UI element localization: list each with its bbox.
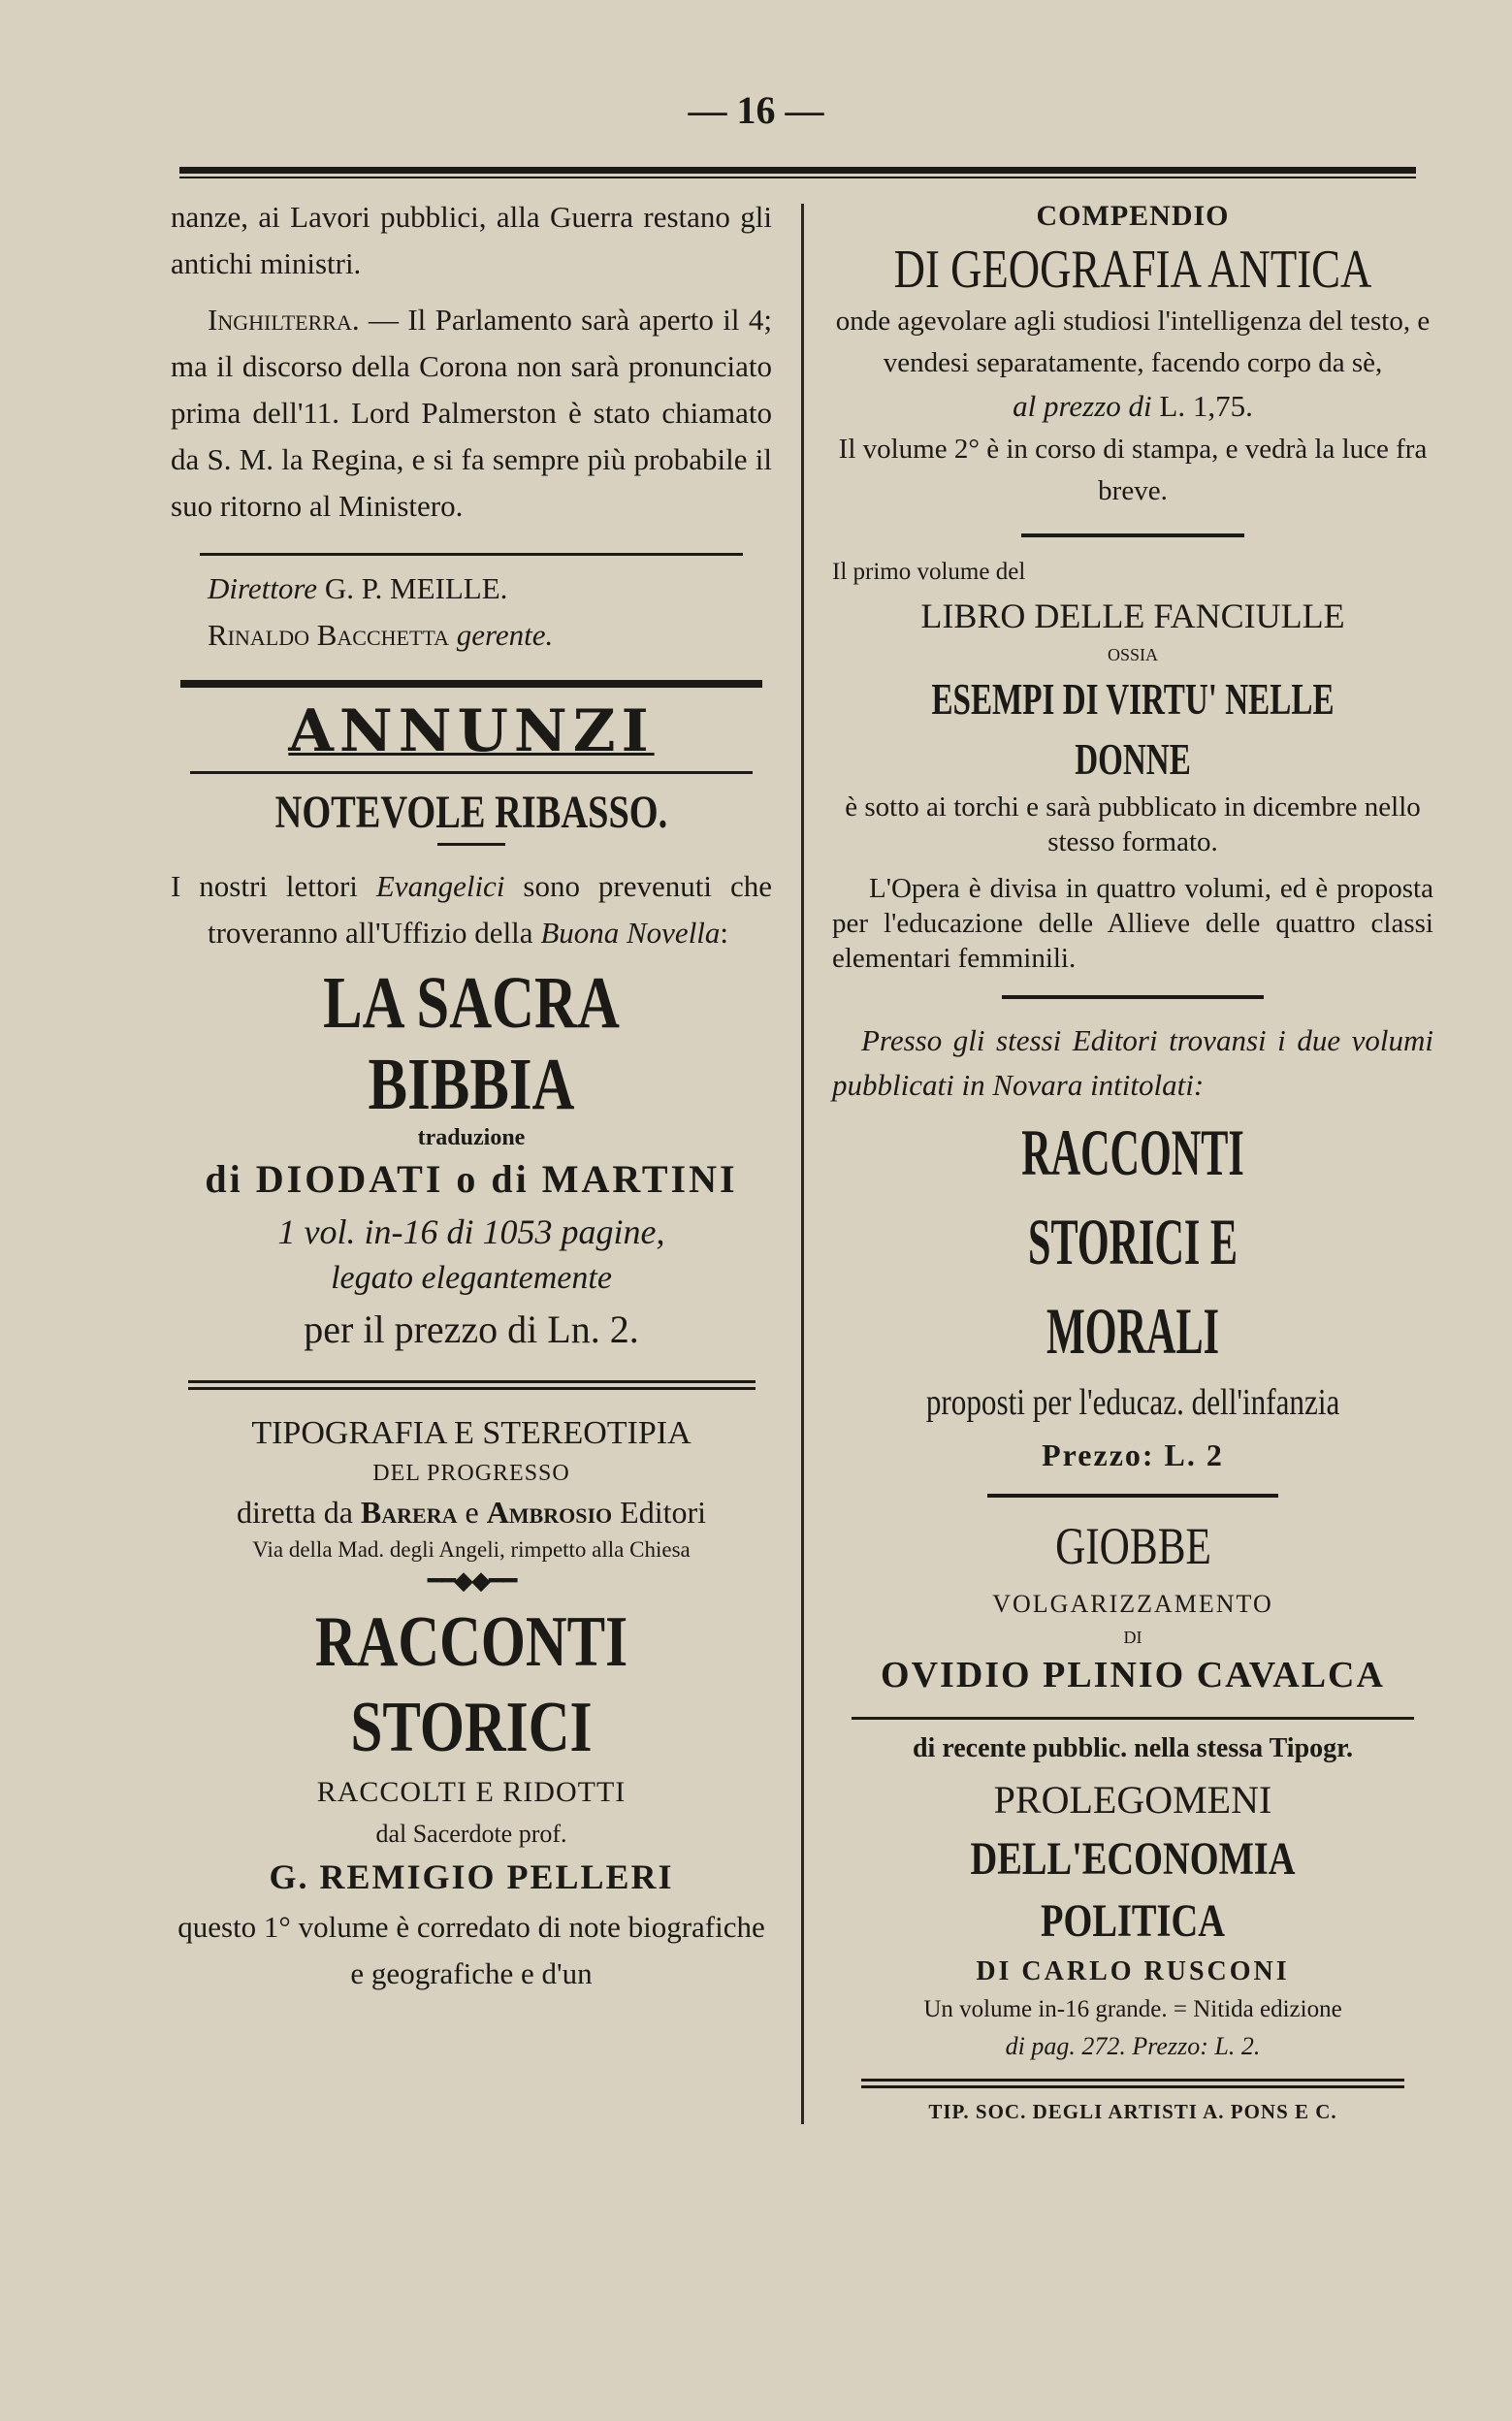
prolegomeni-title: PROLEGOMENI [993, 1778, 1272, 1822]
short-rule [987, 1494, 1278, 1498]
short-rule [1002, 995, 1264, 999]
director-name: G. P. MEILLE. [317, 571, 508, 605]
libro-title: LIBRO DELLE FANCIULLE [920, 597, 1345, 635]
volume2-paragraph: Il volume 2° è in corso di stampa, e vedrà la luce fra breve. [838, 434, 1428, 506]
raccolti-line: RACCOLTI E RIDOTTI [316, 1776, 627, 1808]
ornament-divider: ━━◆◆━━ [427, 1566, 516, 1595]
annunzi-heading: ANNUNZI [288, 697, 655, 765]
left-column [171, 194, 772, 1997]
giobbe-title: GIOBBE [1054, 1517, 1211, 1575]
short-rule [1021, 533, 1244, 537]
double-rule [861, 2079, 1404, 2088]
via-line: Via della Mad. degli Angeli, rimpetto alla Chiesa [252, 1537, 691, 1562]
prezzo-compendio: al prezzo di L. 1,75. [1013, 389, 1253, 423]
sotto-paragraph: è sotto ai torchi e sarà pubblicato in dicembre nello stesso formato. [845, 791, 1421, 857]
pelleri-line: G. REMIGIO PELLERI [269, 1857, 674, 1896]
un-volume-line: Un volume in-16 grande. = Nitida edizione [923, 1996, 1342, 2022]
volume-line: 1 vol. in-16 di 1053 pagine, [277, 1212, 665, 1251]
presso-paragraph: Presso gli stessi Editori trovansi i due volumi pubblicati in Novara intitolati: [832, 1023, 1433, 1102]
progresso-heading: DEL PROGRESSO [372, 1461, 570, 1486]
rusconi-line: DI CARLO RUSCONI [976, 1956, 1290, 1986]
legato-line: legato elegantemente [331, 1260, 612, 1296]
volgarizzamento: VOLGARIZZAMENTO [992, 1590, 1273, 1618]
gerente-label: gerente. [448, 618, 554, 652]
traduzione: traduzione [417, 1125, 526, 1150]
lettori-paragraph: I nostri lettori Evangelici sono prevenuti che troveranno all'Uffizio della Buona Novella: [171, 869, 772, 950]
opera-paragraph: L'Opera è divisa in quattro volumi, ed è proposta per l'educazione delle Allieve delle quattro classi elementari femminili. [832, 873, 1433, 974]
diodati-line: di DIODATI o di MARTINI [205, 1157, 738, 1201]
ribasso-heading: NOTEVOLE RIBASSO. [274, 787, 668, 838]
gerente-name: Rinaldo Bacchetta [208, 618, 449, 652]
double-rule [188, 1380, 756, 1390]
imprint-line: TIP. SOC. DEGLI ARTISTI A. PONS E C. [928, 2100, 1337, 2123]
proposti-line: proposti per l'educaz. dell'infanzia [925, 1382, 1340, 1423]
questo-paragraph: questo 1° volume è corredato di note biografiche e geografiche e d'un [177, 1910, 765, 1990]
recente-line: di recente pubblic. nella stessa Tipogr. [912, 1733, 1354, 1763]
gerente-line [208, 612, 772, 659]
inghilterra-text: — Il Parlamento sarà aperto il 4; ma il discorso della Corona non sarà pronunciato prima dell'11. Lord Palmerston è stato chiamato da S. M. la Regina, e si fa sempre più probabile il suo ritorno al Ministero. [171, 303, 772, 523]
primo-line: Il primo volume del [832, 559, 1026, 585]
page-number: — 16 — [688, 88, 824, 132]
rule [200, 553, 743, 556]
racconti-morali-title: RACCONTI STORICI E MORALI [1021, 1115, 1244, 1368]
di-label: DI [1123, 1628, 1142, 1647]
di-pag-line: di pag. 272. Prezzo: L. 2. [1005, 2032, 1261, 2060]
tipografia-heading: TIPOGRAFIA E STEREOTIPIA [251, 1415, 692, 1451]
top-rule [179, 167, 1416, 174]
director-label: Direttore [208, 571, 318, 605]
right-column [832, 194, 1433, 2135]
esempi-title: ESEMPI DI VIRTU' NELLE DONNE [931, 674, 1335, 784]
short-rule [437, 843, 505, 846]
news-paragraph-1: nanze, ai Lavori pubblici, alla Guerra restano gli antichi ministri. [171, 200, 772, 280]
economia-title: DELL'ECONOMIA POLITICA [970, 1833, 1296, 1947]
top-rule-thin [179, 177, 1416, 178]
ossia: OSSIA [1107, 645, 1158, 664]
ovidio-line: OVIDIO PLINIO CAVALCA [881, 1655, 1385, 1695]
bibbia-title: LA SACRA BIBBIA [323, 962, 620, 1125]
prezzo-line: per il prezzo di Ln. 2. [304, 1307, 639, 1351]
sacerdote-line: dal Sacerdote prof. [375, 1820, 567, 1848]
onde-paragraph: onde agevolare agli studiosi l'intelligenza del testo, e vendesi separatamente, facendo corpo da sè, [835, 306, 1431, 378]
country-lead: Inghilterra. [208, 303, 360, 337]
column-divider [801, 204, 804, 2124]
racconti-storici-title: RACCONTI STORICI [314, 1602, 628, 1767]
geografia-title: DI GEOGRAFIA ANTICA [893, 240, 1372, 300]
diretta-line: diretta da Barera e Ambrosio Editori [236, 1495, 707, 1530]
director-line [208, 565, 772, 612]
annunzi-rule [180, 680, 762, 688]
rule [190, 771, 753, 774]
compendio-heading: COMPENDIO [1036, 200, 1230, 232]
rule [852, 1717, 1414, 1720]
news-paragraph-inghilterra [171, 297, 772, 530]
prezzo-racconti: Prezzo: L. 2 [1042, 1437, 1224, 1472]
